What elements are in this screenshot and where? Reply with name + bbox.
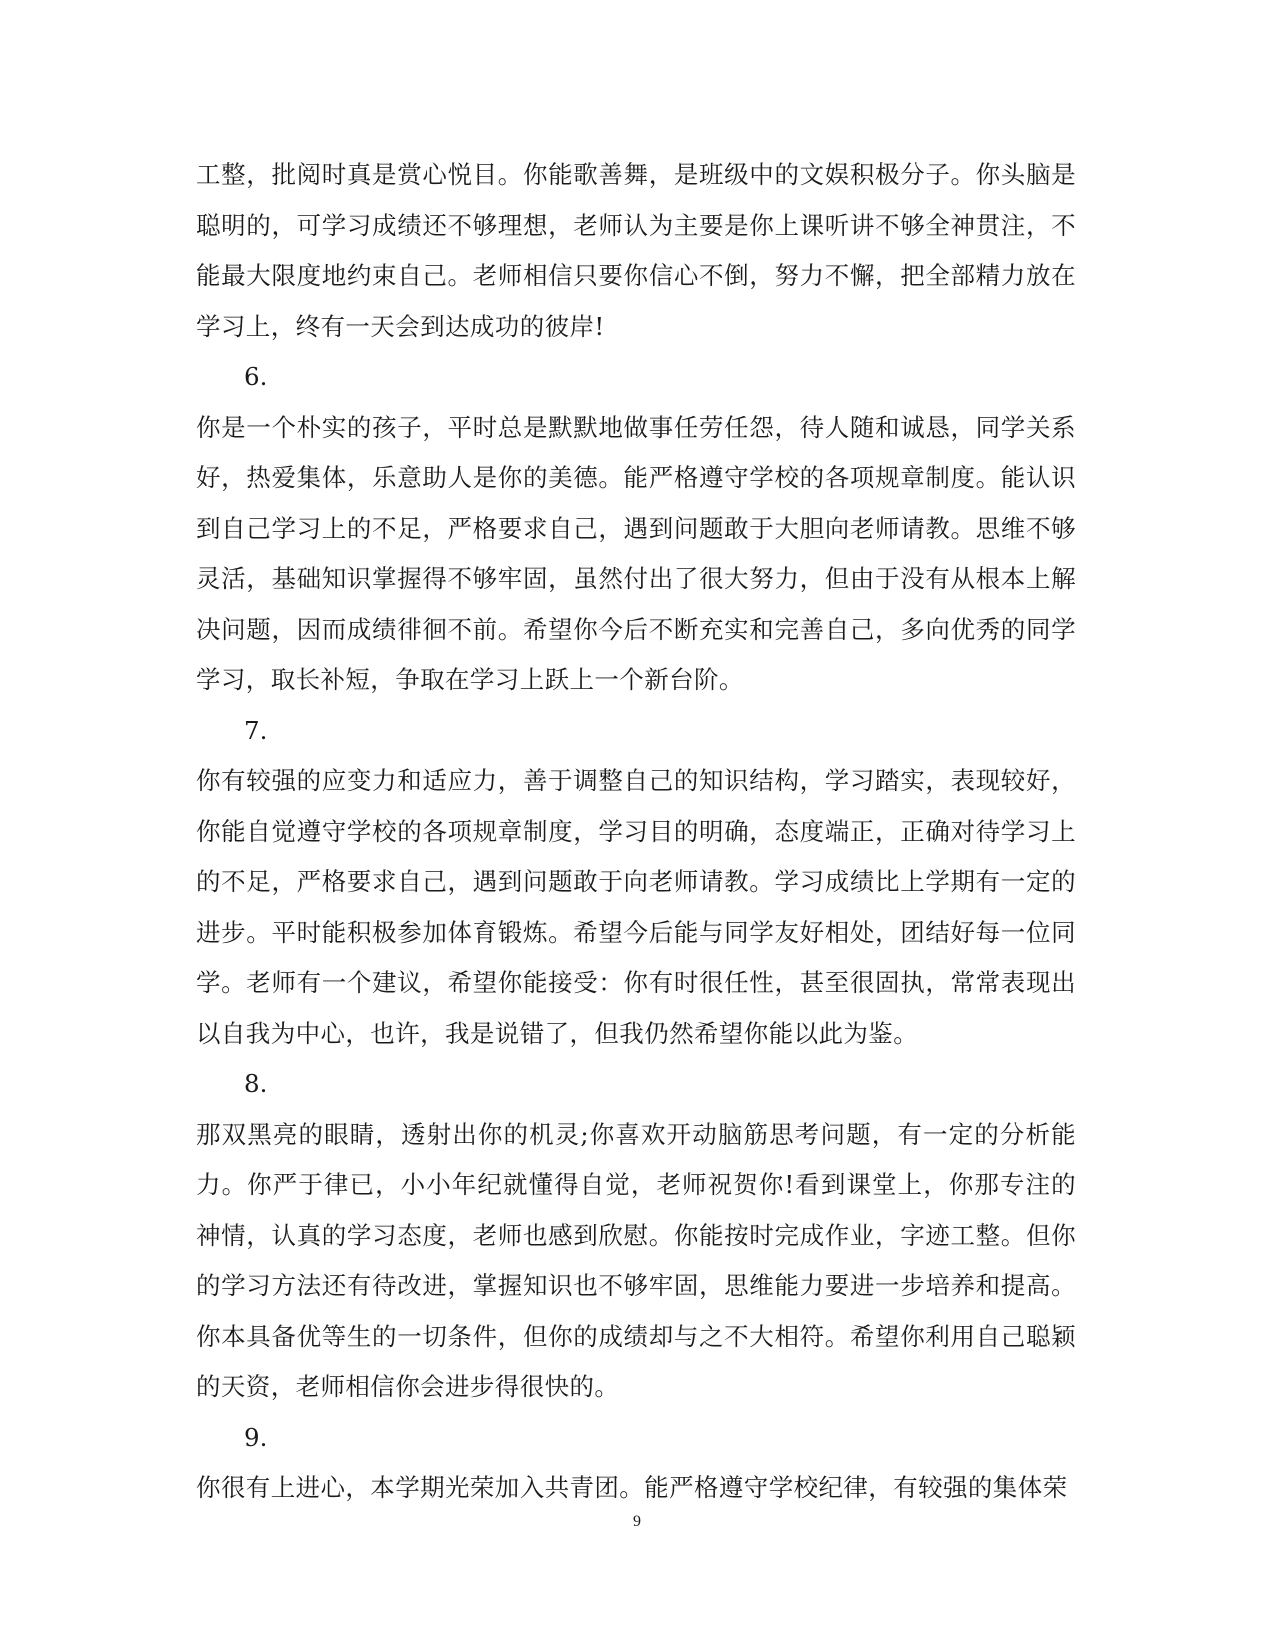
item-number: 6.	[244, 362, 268, 391]
item-number: 9.	[244, 1422, 268, 1452]
document-body	[196, 150, 1076, 1514]
paragraph: 你很有上进心，本学期光荣加入共青团。能严格遵守学校纪律，有较强的集体荣	[196, 1473, 1068, 1502]
item-number: 7.	[244, 715, 268, 745]
paragraph: 工整，批阅时真是赏心悦目。你能歌善舞，是班级中的文娱积极分子。你头脑是聪明的，可学习成绩还不够理想，老师认为主要是你上课听讲不够全神贯注，不能最大限度地约束自己。老师相信只要你信心不倒，努力不懈，把全部精力放在学习上，终有一天会到达成功的彼岸!	[196, 160, 1076, 341]
paragraph: 那双黑亮的眼睛，透射出你的机灵;你喜欢开动脑筋思考问题，有一定的分析能力。你严于律已，小小年纪就懂得自觉，老师祝贺你!看到课堂上，你那专注的神情，认真的学习态度，老师也感到欣慰。你能按时完成作业，字迹工整。但你的学习方法还有待改进，掌握知识也不够牢固，思维能力要进一步培养和提高。你本具备优等生的一切条件，但你的成绩却与之不大相符。希望你利用自己聪颖的天资，老师相信你会进步得很快的。	[196, 1119, 1076, 1401]
item-number: 8.	[244, 1069, 268, 1098]
paragraph: 你是一个朴实的孩子，平时总是默默地做事任劳任怨，待人随和诚恳，同学关系好，热爱集体，乐意助人是你的美德。能严格遵守学校的各项规章制度。能认识到自己学习上的不足，严格要求自己，遇到问题敢于大胆向老师请教。思维不够灵活，基础知识掌握得不够牢固，虽然付出了很大努力，但由于没有从根本上解决问题，因而成绩徘徊不前。希望你今后不断充实和完善自己，多向优秀的同学学习，取长补短，争取在学习上跃上一个新台阶。	[196, 412, 1076, 694]
page-number: 9	[633, 1513, 641, 1530]
paragraph: 你有较强的应变力和适应力，善于调整自己的知识结构，学习踏实，表现较好，你能自觉遵守学校的各项规章制度，学习目的明确，态度端正，正确对待学习上的不足，严格要求自己，遇到问题敢于向老师请教。学习成绩比上学期有一定的进步。平时能积极参加体育锻炼。希望今后能与同学友好相处，团结好每一位同学。老师有一个建议，希望你能接受：你有时很任性，甚至很固执，常常表现出以自我为中心，也许，我是说错了，但我仍然希望你能以此为鉴。	[196, 766, 1076, 1048]
